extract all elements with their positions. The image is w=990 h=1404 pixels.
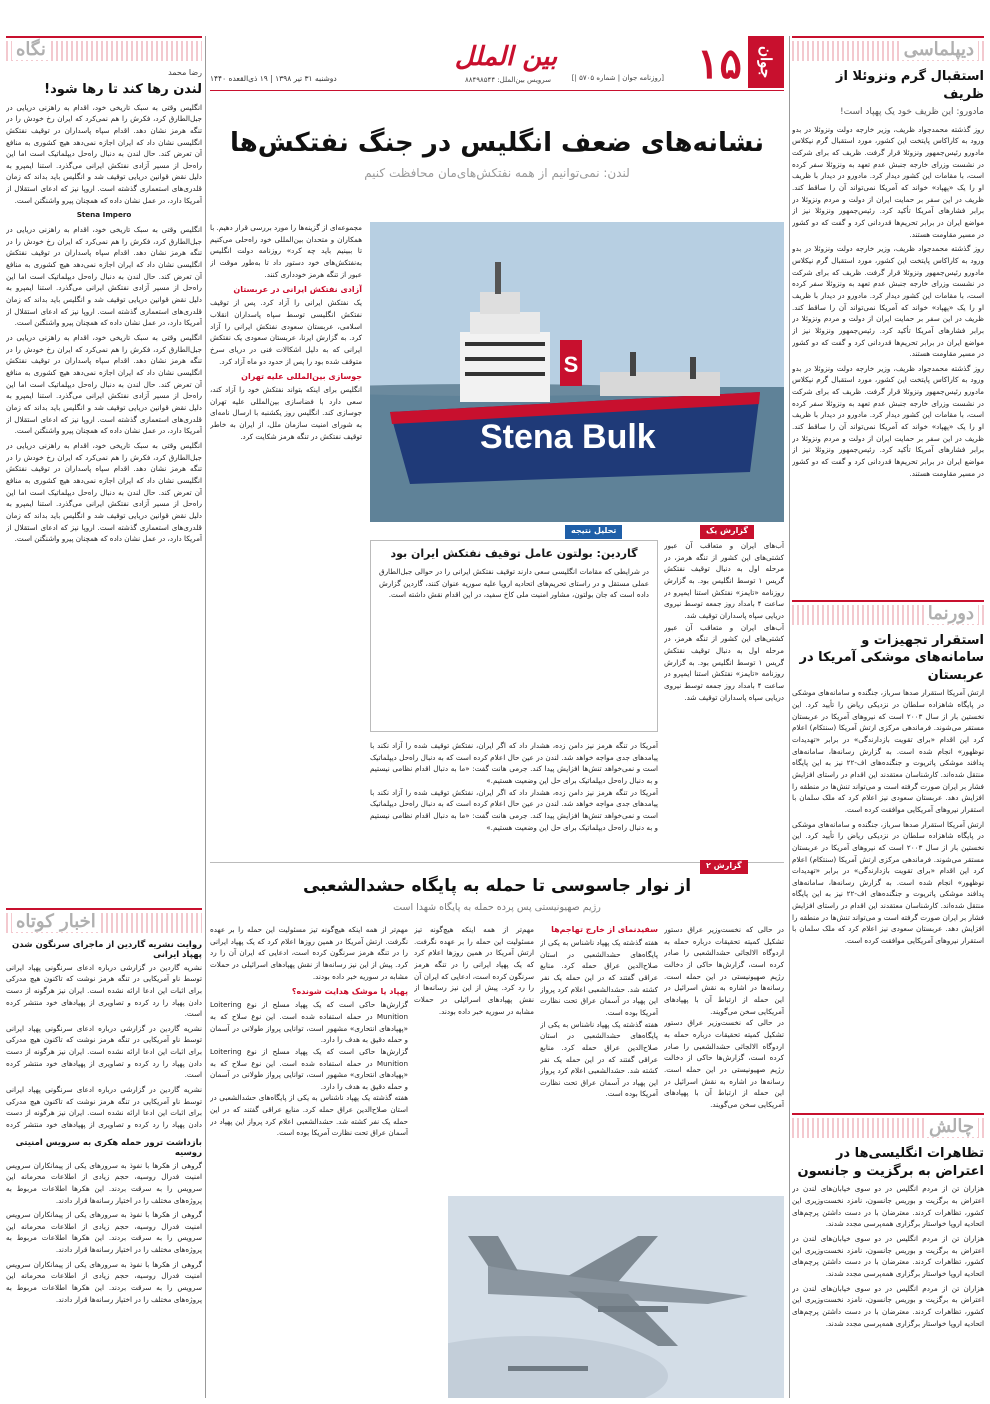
outlook-headline: استقرار تجهیزات و سامانه‌های موشکی آمریکا در عربستان [799, 632, 984, 683]
section-header-view: نگاه [6, 36, 202, 62]
main-story-col2: آمریکا در تنگه هرمز نیز دامن زده، هشدار داد که اگر ایران، نفتکش توقیف شده را آزاد نکند با پیامدهای جدی مواجه خواهد شد. لندن در عین حال اعلام کرده است که به دنبال راه‌حل دیپلماتیک است و نمی‌خواهد تنش‌ها افزایش پیدا کند. جرمی هانت گفت: «ما به دنبال اقدام نظامی نیستیم و به دنبال راه‌حل دیپلماتیک برای حل این وضعیت هستیم.» آمریکا در تنگه هرمز نیز دامن زده، هشدار داد که اگر ایران، نفتکش توقیف شده را آزاد نکند با پیامدهای جدی مواجه خواهد شد. لندن در عین حال اعلام کرده است که به دنبال راه‌حل دیپلماتیک است و نمی‌خواهد تنش‌ها افزایش پیدا کند. جرمی هانت گفت: «ما به دنبال اقدام نظامی نیستیم و به دنبال راه‌حل دیپلماتیک برای حل این وضعیت هستیم.» [370, 741, 658, 832]
section-header-challenge: چالش [792, 1113, 984, 1139]
page-number: ۱۵ [696, 39, 742, 88]
issue-info: [روزنامه جوان | شماره ۵۷۰۵ |] [571, 74, 664, 82]
challenge-text: هزاران تن از مردم انگلیس در دو سوی خیابان‌های لندن در اعتراض به برگزیت و بوریس جانسون، نامزد نخست‌وزیری این کشور، تظاهرات کردند. معترضان با در دست داشتن پرچم‌های اتحادیه اروپا خواستار برگزاری همه‌پرسی مجدد شدند. هزاران تن از مردم انگلیس در دو سوی خیابان‌های لندن در اعتراض به برگزیت و بوریس جانسون، نامزد نخست‌وزیری این کشور، تظاهرات کردند. معترضان با در دست داشتن پرچم‌های اتحادیه اروپا خواستار برگزاری همه‌پرسی مجدد شدند. هزاران تن از مردم انگلیس در دو سوی خیابان‌های لندن در اعتراض به برگزیت و بوریس جانسون، نامزد نخست‌وزیری این کشور، تظاهرات کردند. معترضان با در دست داشتن پرچم‌های اتحادیه اروپا خواستار برگزاری همه‌پرسی مجدد شدند. [792, 1184, 984, 1328]
story2-headline: از نوار جاسوسی تا حمله به پایگاه حشدالشعبی [302, 876, 692, 896]
story2-col2: سفیدنمای از خارج تهاجم‌ها هفته گذشته یک پهپاد ناشناس به یکی از پایگاه‌های حشدالشعبی در استان صلاح‌الدین عراق حمله کرد. منابع عراقی گفتند که در این حمله یک نفر کشته شد. حشدالشعبی اعلام کرد پرواز این پهپاد در آسمان عراق تحت نظارت آمریکا بوده است. هفته گذشته یک پهپاد ناشناس به یکی از پایگاه‌های حشدالشعبی در استان صلاح‌الدین عراق حمله کرد. منابع عراقی گفتند که در این حمله یک نفر کشته شد. حشدالشعبی اعلام کرد پرواز این پهپاد در آسمان عراق تحت نظارت آمریکا بوده است. [540, 925, 658, 1099]
subhead-propaganda: جوسازی بین‌المللی علیه تهران [241, 372, 362, 382]
section-header-short-news: اخبار کوتاه [6, 908, 202, 934]
left-column [6, 36, 202, 1398]
story2-col4: مهم‌تر از همه اینکه هیچ‌گونه تیز مسئولیت این حمله را بر عهده نگرفت. ارتش آمریکا در همین روزها اعلام کرد که یک پهپاد ایرانی را در تنگه هرمز سرنگون کرده است، ادعایی که ایران آن را رد کرد. پیش از این نیز رسانه‌ها از نقش پهپادهای اسرائیلی در حملات مشابه در سوریه خبر داده بودند. پهپاد یا موشک هدایت شونده؟ گزارش‌ها حاکی است که یک پهپاد مسلح از نوع Loitering Munition در حمله استفاده شده است. این نوع سلاح که به «پهپادهای انتحاری» مشهور است، توانایی پرواز طولانی در آسمان و حمله دقیق به هدف را دارد. گزارش‌ها حاکی است که یک پهپاد مسلح از نوع Loitering Munition در حمله استفاده شده است. این نوع سلاح که به «پهپادهای انتحاری» مشهور است، توانایی پرواز طولانی در آسمان و حمله دقیق به هدف را دارد. هفته گذشته یک پهپاد ناشناس به یکی از پایگاه‌های حشدالشعبی در استان صلاح‌الدین عراق حمله کرد. منابع عراقی گفتند که در این حمله یک نفر کشته شد. حشدالشعبی اعلام کرد پرواز این پهپاد در آسمان عراق تحت نظارت آمریکا بوده است. [210, 925, 408, 1138]
fighter-jet-photo [448, 1196, 784, 1398]
guardian-box-title: گاردین: بولتون عامل توقیف نفتکش ایران بود [390, 547, 638, 560]
logo: جوان [748, 36, 784, 88]
outlook-text: ارتش آمریکا استقرار صدها سرباز، جنگنده و سامانه‌های موشکی در پایگاه شاهزاده سلطان در نزدیکی ریاض را تأیید کرد. این نخستین بار از سال ۲۰۰۳ است که نیروهای آمریکا در عربستان مستقر می‌شوند. فرماندهی مرکزی ارتش آمریکا (سنتکام) اعلام کرد این اقدام «برای تقویت بازدارندگی» در برابر «تهدیدات نوظهور» انجام شده است. به گزارش رسانه‌ها، سامانه‌های پدافند موشکی پاتریوت و جنگنده‌های اف-۲۲ نیز به این پایگاه منتقل شده‌اند. کارشناسان معتقدند این اقدام در راستای افزایش فشار بر ایران صورت گرفته است و می‌تواند تنش‌ها در منطقه را افزایش دهد. عربستان سعودی نیز اعلام کرد که ملک سلمان با استقرار نیروهای آمریکایی موافقت کرده است. ارتش آمریکا استقرار صدها سرباز، جنگنده و سامانه‌های موشکی در پایگاه شاهزاده سلطان در نزدیکی ریاض را تأیید کرد. این نخستین بار از سال ۲۰۰۳ است که نیروهای آمریکا در عربستان مستقر می‌شوند. فرماندهی مرکزی ارتش آمریکا (سنتکام) اعلام کرد این اقدام «برای تقویت بازدارندگی» در برابر «تهدیدات نوظهور» انجام شده است. به گزارش رسانه‌ها، سامانه‌های پدافند موشکی پاتریوت و جنگنده‌های اف-۲۲ نیز به این پایگاه منتقل شده‌اند. کارشناسان معتقدند این اقدام در راستای افزایش فشار بر ایران صورت گرفته است و می‌تواند تنش‌ها در منطقه را افزایش دهد. عربستان سعودی نیز اعلام کرد که ملک سلمان با استقرار نیروهای آمریکایی موافقت کرده است. [792, 688, 984, 946]
subhead-saudi: آزادی نفتکش ایرانی در عربستان [233, 285, 362, 295]
masthead [210, 36, 784, 94]
main-headline: نشانه‌های ضعف انگلیس در جنگ نفتکش‌ها [230, 128, 764, 158]
story2-col1: در حالی که نخست‌وزیر عراق دستور تشکیل کمیته تحقیقات درباره حمله به اردوگاه الالجاثی حشدالشعبی را صادر کرده است، گزارش‌ها حاکی از دخالت رژیم صهیونیستی در این حمله است. رسانه‌ها در اشاره به نقش اسرائیل در این حمله از ارتباط آن با پهپادهای آمریکایی سخن می‌گویند. در حالی که نخست‌وزیر عراق دستور تشکیل کمیته تحقیقات درباره حمله به اردوگاه الالجاثی حشدالشعبی را صادر کرده است، گزارش‌ها حاکی از دخالت رژیم صهیونیستی در این حمله است. رسانه‌ها در اشاره به نقش اسرائیل در این حمله از ارتباط آن با پهپادهای آمریکایی سخن می‌گویند. [664, 925, 784, 1109]
challenge-headline: تظاهرات انگلیسی‌ها در اعتراض به برگزیت و جانسون [797, 1146, 984, 1179]
section-header-diplomacy: دیپلماسی [792, 36, 984, 62]
right-column [792, 36, 984, 1398]
diplomacy-headline: استقبال گرم ونزوئلا از ظریف [836, 69, 984, 102]
story2-col3: مهم‌تر از همه اینکه هیچ‌گونه تیز مسئولیت این حمله را بر عهده نگرفت. ارتش آمریکا در همین روزها اعلام کرد که یک پهپاد ایرانی را در تنگه هرمز سرنگون کرده است، ادعایی که ایران آن را رد کرد. پیش از این نیز رسانه‌ها از نقش پهپادهای اسرائیلی در حملات مشابه در سوریه خبر داده بودند. [414, 925, 534, 1016]
tanker-name: Stena Bulk [480, 418, 656, 456]
section-brand: بین الملل [454, 42, 558, 72]
diplomacy-text: روز گذشته محمدجواد ظریف، وزیر خارجه دولت ونزوئلا در بدو ورود به کاراکاس پایتخت این کشور، مورد استقبال گرم نیکلاس مادورو رئیس‌جمهور ونزوئلا قرار گرفت. ظریف که برای شرکت در نشست وزرای خارجه جنبش عدم تعهد به ونزوئلا سفر کرده است، با مقامات این کشور دیدار کرد. مادورو در دیدار با ظریف او را یک «پهپاد» خواند که آمریکا نمی‌تواند آن را ساقط کند. ظریف در این سفر بر حمایت ایران از دولت و مردم ونزوئلا در برابر فشارهای آمریکا تأکید کرد. رئیس‌جمهور ونزوئلا نیز از مواضع ایران در برابر تحریم‌ها قدردانی کرد و گفت که دو کشور در مسیر مقاومت هستند. روز گذشته محمدجواد ظریف، وزیر خارجه دولت ونزوئلا در بدو ورود به کاراکاس پایتخت این کشور، مورد استقبال گرم نیکلاس مادورو رئیس‌جمهور ونزوئلا قرار گرفت. ظریف که برای شرکت در نشست وزرای خارجه جنبش عدم تعهد به ونزوئلا سفر کرده است، با مقامات این کشور دیدار کرد. مادورو در دیدار با ظریف او را یک «پهپاد» خواند که آمریکا نمی‌تواند آن را ساقط کند. ظریف در این سفر بر حمایت ایران از دولت و مردم ونزوئلا در برابر فشارهای آمریکا تأکید کرد. رئیس‌جمهور ونزوئلا نیز از مواضع ایران در برابر تحریم‌ها قدردانی کرد و گفت که دو کشور در مسیر مقاومت هستند. روز گذشته محمدجواد ظریف، وزیر خارجه دولت ونزوئلا در بدو ورود به کاراکاس پایتخت این کشور، مورد استقبال گرم نیکلاس مادورو رئیس‌جمهور ونزوئلا قرار گرفت. ظریف که برای شرکت در نشست وزرای خارجه جنبش عدم تعهد به ونزوئلا سفر کرده است، با مقامات این کشور دیدار کرد. مادورو در دیدار با ظریف او را یک «پهپاد» خواند که آمریکا نمی‌تواند آن را ساقط کند. ظریف در این سفر بر حمایت ایران از دولت و مردم ونزوئلا در برابر فشارهای آمریکا تأکید کرد. رئیس‌جمهور ونزوئلا نیز از مواضع ایران در برابر تحریم‌ها قدردانی کرد و گفت که دو کشور در مسیر مقاومت هستند. [792, 124, 984, 478]
story-separator [210, 862, 784, 863]
report-tag: گزارش یک [700, 525, 754, 539]
view-text: انگلیس وقتی به سبک تاریخی خود، اقدام به راهزنی دریایی در جبل‌الطارق کرد، فکرش را هم نمی‌کرد که ایران رخ خودش را در تنگه هرمز نشان دهد. اقدام سپاه پاسداران در توقیف نفتکش انگلیسی نشان داد که ایران اجازه نمی‌دهد هیچ کشوری به منافع آن تعرض کند. حال لندن به دنبال راه‌حل دیپلماتیک است اما این راه‌حل از مسیر آزادی نفتکش ایرانی می‌گذرد. استنا ایمپرو به دلیل نقض قوانین دریایی توقیف شد و انگلیس باید بداند که زمان قلدری‌های استعماری گذشته است. اروپا نیز که ادعای استقلال از آمریکا دارد، در عمل نشان داده که همچنان پیرو واشنگتن است. Stena Impero انگلیس وقتی به سبک تاریخی خود، اقدام به راهزنی دریایی در جبل‌الطارق کرد، فکرش را هم نمی‌کرد که ایران رخ خودش را در تنگه هرمز نشان دهد. اقدام سپاه پاسداران در توقیف نفتکش انگلیسی نشان داد که ایران اجازه نمی‌دهد هیچ کشوری به منافع آن تعرض کند. حال لندن به دنبال راه‌حل دیپلماتیک است اما این راه‌حل از مسیر آزادی نفتکش ایرانی می‌گذرد. استنا ایمپرو به دلیل نقض قوانین دریایی توقیف شد و انگلیس باید بداند که زمان قلدری‌های استعماری گذشته است. اروپا نیز که ادعای استقلال از آمریکا دارد، در عمل نشان داده که همچنان پیرو واشنگتن است. انگلیس وقتی به سبک تاریخی خود، اقدام به راهزنی دریایی در جبل‌الطارق کرد، فکرش را هم نمی‌کرد که ایران رخ خودش را در تنگه هرمز نشان دهد. اقدام سپاه پاسداران در توقیف نفتکش انگلیسی نشان داد که ایران اجازه نمی‌دهد هیچ کشوری به منافع آن تعرض کند. حال لندن به دنبال راه‌حل دیپلماتیک است اما این راه‌حل از مسیر آزادی نفتکش ایرانی می‌گذرد. استنا ایمپرو به دلیل نقض قوانین دریایی توقیف شد و انگلیس باید بداند که زمان قلدری‌های استعماری گذشته است. اروپا نیز که ادعای استقلال از آمریکا دارد، در عمل نشان داده که همچنان پیرو واشنگتن است. انگلیس وقتی به سبک تاریخی خود، اقدام به راهزنی دریایی در جبل‌الطارق کرد، فکرش را هم نمی‌کرد که ایران رخ خودش را در تنگه هرمز نشان دهد. اقدام سپاه پاسداران در توقیف نفتکش انگلیسی نشان داد که ایران اجازه نمی‌دهد هیچ کشوری به منافع آن تعرض کند. حال لندن به دنبال راه‌حل دیپلماتیک است اما این راه‌حل از مسیر آزادی نفتکش ایرانی می‌گذرد. استنا ایمپرو به دلیل نقض قوانین دریایی توقیف شد و انگلیس باید بداند که زمان قلدری‌های استعماری گذشته است. اروپا نیز که ادعای استقلال از آمریکا دارد، در عمل نشان داده که همچنان پیرو واشنگتن است. [6, 102, 202, 544]
section-contact: سرویس بین‌الملل: ۸۸۴۹۸۵۴۴ [465, 76, 551, 84]
diplomacy-subheadline: مادورو: این ظریف خود یک پهپاد است! [840, 107, 984, 118]
author-byline: رضا محمد [168, 68, 202, 77]
column-divider [789, 36, 790, 1398]
short-news-item: روایت نشریه گاردین از ماجرای سرنگون شدن پهپاد ایرانی نشریه گاردین در گزارشی درباره ادعای سرنگونی پهپاد ایرانی توسط ناو آمریکایی در تنگه هرمز نوشت که تاکنون هیچ مدرکی برای اثبات این ادعا ارائه نشده است. ایران نیز هرگونه از دست دادن پهپاد را رد کرده و تصاویری از پهپادهای خود منتشر کرده است. نشریه گاردین در گزارشی درباره ادعای سرنگونی پهپاد ایرانی توسط ناو آمریکایی در تنگه هرمز نوشت که تاکنون هیچ مدرکی برای اثبات این ادعا ارائه نشده است. ایران نیز هرگونه از دست دادن پهپاد را رد کرده و تصاویری از پهپادهای خود منتشر کرده است. نشریه گاردین در گزارشی درباره ادعای سرنگونی پهپاد ایرانی توسط ناو آمریکایی در تنگه هرمز نوشت که تاکنون هیچ مدرکی برای اثبات این ادعا ارائه نشده است. ایران نیز هرگونه از دست دادن پهپاد را رد کرده و تصاویری از پهپادهای خود منتشر کرده [6, 939, 202, 1130]
short-news-item: بازداشت ترور حمله هکری به سرویس امنیتی روسیه گروهی از هکرها با نفوذ به سرورهای یکی از پیمانکاران سرویس امنیت فدرال روسیه، حجم زیادی از اطلاعات محرمانه این سرویس را به سرقت بردند. این هکرها اطلاعات مربوط به پروژه‌های مختلف را در اختیار رسانه‌ها قرار دادند. گروهی از هکرها با نفوذ به سرورهای یکی از پیمانکاران سرویس امنیت فدرال روسیه، حجم زیادی از اطلاعات محرمانه این سرویس را به سرقت بردند. این هکرها اطلاعات مربوط به پروژه‌های مختلف را در اختیار رسانه‌ها قرار دادند. گروهی از هکرها با نفوذ به سرورهای یکی از پیمانکاران سرویس امنیت فدرال روسیه، حجم زیادی از اطلاعات محرمانه این سرویس را به سرقت بردند. این هکرها اطلاعات مربوط به پروژه‌های مختلف را در اختیار رسانه‌ها قرار دادند. [6, 1137, 202, 1304]
guardian-box-text: در شرایطی که مقامات انگلیسی سعی دارند توقیف نفتکش ایرانی را در حوالی جبل‌الطارق عملی مستقل و در راستای تحریم‌های اتحادیه اروپا علیه سوریه عنوان کنند، گاردین گزارش داده است که جان بولتون، مشاور امنیت ملی کاخ سفید، در این اقدام نقش داشته است. [379, 567, 649, 600]
report2-tag: گزارش ۲ [700, 860, 748, 874]
jet-illustration [448, 1196, 784, 1398]
main-story-col1: مجموعه‌ای از گزینه‌ها را مورد بررسی قرار دهیم. با همکاران و متحدان بین‌المللی خود راه‌حلی می‌کنیم تا ببینیم باید چه کرد» روزنامه دولت انگلیس به‌نفتکش‌های خود دستور داد تا به‌طور موقت از عبور از تنگه هرمز خودداری کنند. آزادی نفتکش ایرانی در عربستان یک نفتکش ایرانی را آزاد کرد. پس از توقیف نفتکش انگلیسی توسط سپاه پاسداران انقلاب اسلامی، عربستان سعودی نفتکش ایرانی را آزاد کرد. به گزارش ایرنا، عربستان سعودی یک نفتکش ایرانی که به دلیل اشکالات فنی در دریای سرخ متوقف شده بود را پس از حدود دو ماه آزاد کرد. جوسازی بین‌المللی علیه تهران انگلیس برای اینکه بتواند نفتکش خود را آزاد کند، سعی دارد با فضاسازی بین‌المللی علیه تهران جوسازی کند. انگلیس روز یکشنبه با ارسال نامه‌ای به شورای امنیت سازمان ملل، از ایران به خاطر توقیف نفتکش در تنگه هرمز شکایت کرد. [210, 223, 362, 441]
story2-subheadline: رژیم صهیونیستی پس پرده حمله به پایگاه شهدا است [393, 902, 601, 913]
masthead-rule [210, 90, 784, 91]
main-subheadline: لندن: نمی‌توانیم از همه نفتکش‌های‌مان محافظت کنیم [364, 166, 630, 180]
svg-text:S: S [563, 352, 579, 377]
tanker-illustration [370, 222, 784, 522]
tanker-photo [370, 222, 784, 522]
view-headline: لندن رها کند تا رها شود! [44, 82, 202, 97]
section-header-outlook: دورنما [792, 600, 984, 626]
issue-date: دوشنبه ۳۱ تیر ۱۳۹۸ | ۱۹ ذی‌القعده ۱۴۴۰ [210, 74, 337, 83]
main-story-col3: آب‌های ایران و متعاقب آن عبور کشتی‌های این کشور از تنگه هرمز، در مرحله اول به دنبال توقیف نفتکش گریس ۱ توسط انگلیس بود. به گزارش روزنامه «تایمز» نفتکش استنا ایمپرو در ساعت ۴ بامداد روز جمعه توسط نیروی دریایی سپاه پاسداران توقیف شد. آب‌های ایران و متعاقب آن عبور کشتی‌های این کشور از تنگه هرمز، در مرحله اول به دنبال توقیف نفتکش گریس ۱ توسط انگلیس بود. به گزارش روزنامه «تایمز» نفتکش استنا ایمپرو در ساعت ۴ بامداد روز جمعه توسط نیروی دریایی سپاه پاسداران توقیف شد. [664, 541, 784, 702]
column-divider [205, 36, 206, 1398]
analysis-tag: تحلیل نتیجه [565, 525, 622, 539]
guardian-box [370, 540, 658, 732]
